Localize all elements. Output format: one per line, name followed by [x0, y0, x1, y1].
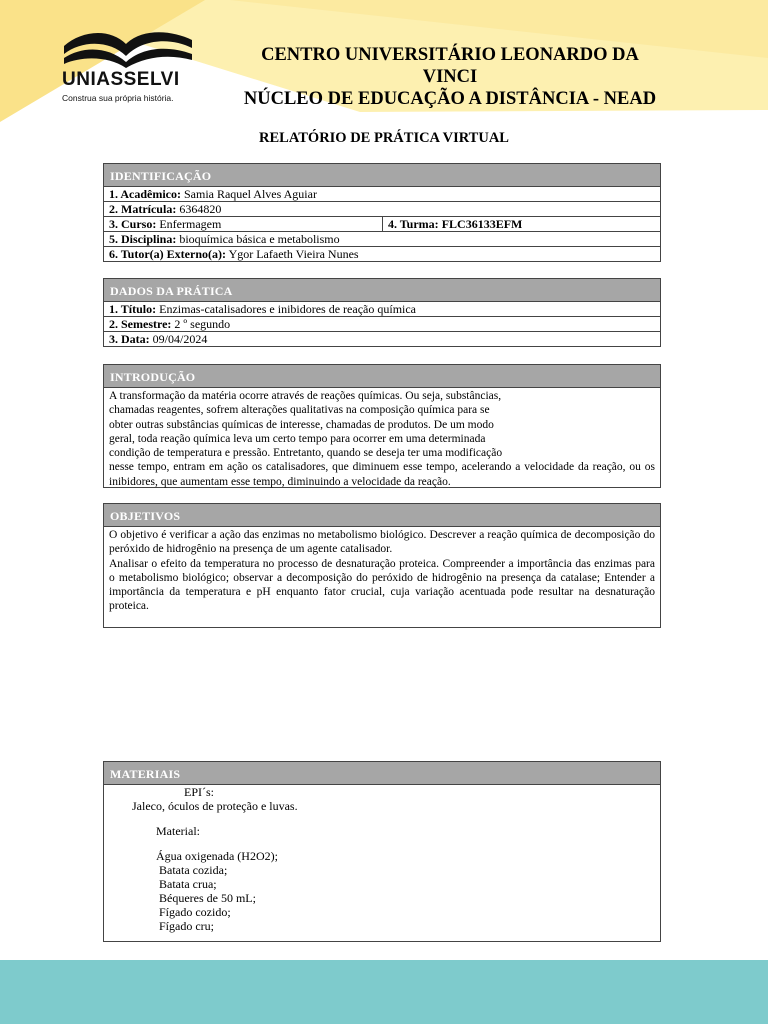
materiais-list	[104, 785, 660, 933]
material-item-5: Fígado cozido;	[159, 905, 231, 919]
disciplina-row	[104, 232, 660, 247]
uniasselvi-logo	[58, 26, 198, 106]
objetivos-paragraph-2: Analisar o efeito da temperatura no processo de desnaturação proteica. Compreender a importância das enzimas para o metabolismo biológico; observar a decomposição do peróxido de hidrogênio na presença da catalase; Entender a importância da temperatura e pH enquanto fator crucial, cuja variação acentuada pode resultar na desnaturação proteica.	[109, 557, 655, 613]
footer-teal-band	[0, 960, 768, 1024]
tutor-row	[104, 247, 660, 261]
introducao-paragraph-end: nesse tempo, entram em ação os catalisadores, que diminuem esse tempo, acelerando a velocidade da reação, ou os inibidores, que aumentam esse tempo, diminuindo a velocidade da reação.	[109, 461, 655, 488]
data-value: 09/04/2024	[152, 332, 208, 346]
header-line-1: CENTRO UNIVERSITÁRIO LEONARDO DA	[261, 45, 639, 65]
semestre-value: 2 º segundo	[174, 317, 231, 331]
dados-section	[103, 278, 661, 347]
academico-label: 1. Acadêmico:	[109, 187, 181, 201]
turma-cell	[383, 217, 660, 231]
titulo-row	[104, 302, 660, 317]
turma-value: FLC36133EFM	[441, 217, 523, 231]
semestre-label: 2. Semestre:	[109, 317, 172, 331]
introducao-line-4: geral, toda reação química leva um certo tempo para ocorrer em uma determinada	[109, 432, 486, 445]
epi-label: EPI´s:	[184, 785, 214, 799]
turma-label: 4. Turma:	[388, 217, 439, 231]
introducao-line-5: condição de temperatura e pressão. Entretanto, quando se deseja ter uma modificação	[109, 447, 503, 460]
matricula-value: 6364820	[179, 202, 222, 216]
objetivos-paragraph-1: O objetivo é verificar a ação das enzimas no metabolismo biológico. Descrever a reação química de decomposição do peróxido de hidrogênio na presença de um agente catalisador.	[109, 529, 655, 556]
material-item-3: Batata crua;	[159, 877, 217, 891]
material-item-2: Batata cozida;	[159, 863, 228, 877]
objetivos-section	[103, 503, 661, 628]
material-label: Material:	[156, 824, 200, 838]
matricula-label: 2. Matrícula:	[109, 202, 177, 216]
curso-label: 3. Curso:	[109, 217, 157, 231]
curso-value: Enfermagem	[159, 217, 222, 231]
material-item-6: Fígado cru;	[159, 919, 214, 933]
academico-value: Samia Raquel Alves Aguiar	[183, 187, 317, 201]
introducao-text	[104, 388, 660, 491]
header-line-2: VINCI	[422, 67, 478, 87]
logo-wordmark: UNIASSELVI	[62, 69, 180, 90]
introducao-line-2: chamadas reagentes, sofrem alterações qualitativas na composição química para se	[109, 404, 490, 417]
introducao-line-1: A transformação da matéria ocorre através de reações químicas. Ou seja, substâncias,	[109, 390, 502, 402]
material-item-4: Béqueres de 50 mL;	[159, 891, 256, 905]
introducao-line-3: obter outras substâncias químicas de interesse, chamadas de produtos. De um modo	[109, 418, 494, 431]
objetivos-text	[104, 527, 660, 616]
book-wings-icon	[62, 26, 194, 68]
data-label: 3. Data:	[109, 332, 150, 346]
objetivos-heading: OBJETIVOS	[104, 504, 660, 527]
materiais-heading: MATERIAIS	[104, 762, 660, 785]
titulo-label: 1. Título:	[109, 302, 157, 316]
introducao-section	[103, 364, 661, 488]
tutor-label: 6. Tutor(a) Externo(a):	[109, 247, 226, 261]
logo-tagline: Construa sua própria história.	[62, 93, 174, 103]
institution-header	[230, 44, 670, 110]
curso-cell	[104, 217, 383, 231]
introducao-heading: INTRODUÇÃO	[104, 365, 660, 388]
academico-row	[104, 187, 660, 202]
identificacao-heading: IDENTIFICAÇÃO	[104, 164, 660, 187]
tutor-value: Ygor Lafaeth Vieira Nunes	[228, 247, 359, 261]
materiais-section	[103, 761, 661, 942]
report-title: RELATÓRIO DE PRÁTICA VIRTUAL	[259, 130, 509, 146]
epi-items: Jaleco, óculos de proteção e luvas.	[132, 799, 298, 813]
titulo-value: Enzimas-catalisadores e inibidores de reação química	[159, 302, 417, 316]
material-item-1: Água oxigenada (H2O2);	[156, 849, 278, 863]
semestre-row	[104, 317, 660, 332]
identificacao-section	[103, 163, 661, 262]
disciplina-value: bioquímica básica e metabolismo	[179, 232, 340, 246]
curso-turma-row	[104, 217, 660, 232]
disciplina-label: 5. Disciplina:	[109, 232, 177, 246]
matricula-row	[104, 202, 660, 217]
dados-heading: DADOS DA PRÁTICA	[104, 279, 660, 302]
data-row	[104, 332, 660, 346]
header-line-3: NÚCLEO DE EDUCAÇÃO A DISTÂNCIA - NEAD	[243, 89, 657, 109]
